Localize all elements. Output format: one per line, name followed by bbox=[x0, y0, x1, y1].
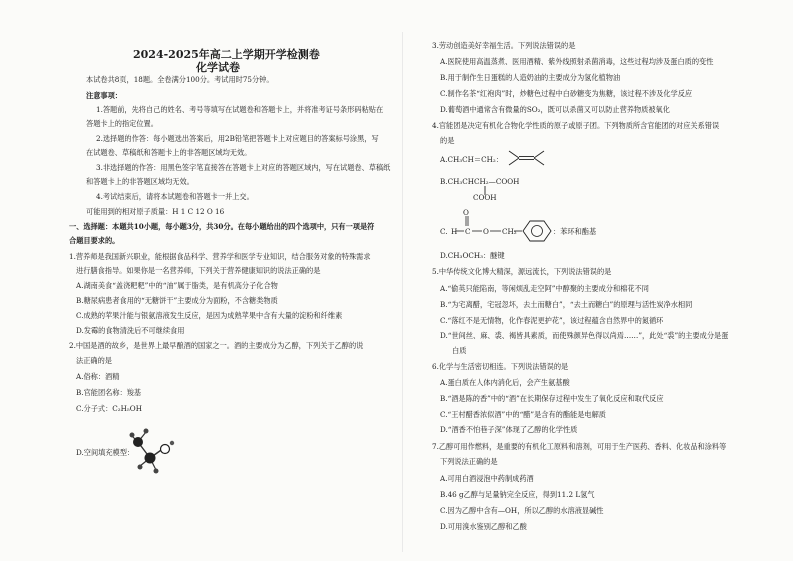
q1-option-b: B.糖尿病患者食用的“无糖饼干”主要成分为面粉，不含糖类物质 bbox=[76, 296, 278, 305]
q6-option-d: D.“酒香不怕巷子深”体现了乙醇的化学性质 bbox=[440, 425, 578, 434]
q4-c-ether-o: O bbox=[483, 227, 489, 236]
alkene-double-bond-structure bbox=[507, 148, 547, 168]
q4-option-c-tail: ：苯环和酯基 bbox=[553, 227, 597, 236]
q3-option-c: C.制作名茶“红袍肉”时，炒糖色过程中白砂糖变为焦糖，该过程不涉及化学反应 bbox=[440, 89, 693, 98]
exam-meta: 本试卷共8页，18题。全卷满分100分。考试用时75分钟。 bbox=[86, 75, 274, 84]
note-3b: 和答题卡上的非答题区域均无效。 bbox=[86, 177, 194, 186]
q5-stem: 5.中华传统文化博大精深，源远流长，下列说法错误的是 bbox=[432, 267, 612, 276]
q1-option-c: C.成熟的苹果汁能与银氨溶液发生反应，是因为成熟苹果中含有大量的淀粉和纤维素 bbox=[76, 311, 343, 320]
q4-option-b-branch: COOH bbox=[473, 193, 497, 202]
q2-option-d: D.空间填充模型： bbox=[76, 448, 135, 457]
q5-option-a: A.“偷英只能陷南，等闲烦乱走空阿”中醇聚的主要成分和棉花不同 bbox=[440, 284, 649, 293]
q2-stem-1: 2.中国是酒的故乡，是世界上最早酿酒的国家之一。酒的主要成分为乙醇，下列关于乙醇的说 bbox=[69, 341, 364, 350]
note-1a: 1.答题前，先将自己的姓名、考号等填写在试题卷和答题卡上，并将准考证号条形码粘贴在 bbox=[96, 105, 384, 114]
q4-option-a: A.CH₃CH＝CH₂： bbox=[440, 155, 503, 164]
q4-stem-2: 的是 bbox=[440, 136, 455, 145]
q3-stem: 3.劳动创造美好幸福生活。下列说法错误的是 bbox=[432, 41, 576, 50]
q2-option-c: C.分子式：C₂H₅OH bbox=[76, 404, 142, 413]
notes-heading: 注意事项： bbox=[86, 91, 122, 100]
atomic-masses: 可能用到的相对原子质量：H 1 C 12 O 16 bbox=[86, 207, 225, 216]
carbonyl-double-bond bbox=[464, 216, 470, 226]
q4-stem-1: 4.官能团是决定有机化合物化学性质的原子或原子团。下列物质所含官能团的对应关系错误 bbox=[432, 121, 720, 130]
q7-stem-2: 下列说法正确的是 bbox=[440, 457, 498, 466]
q6-option-c: C.“王村醋香浓似酒”中的“醋”是含有的酯能是电解质 bbox=[440, 410, 606, 419]
ethanol-space-filling-model bbox=[128, 428, 178, 474]
q3-option-d: D.葡萄酒中通常含有微量的SO₂，既可以杀菌又可以防止营养物质被氧化 bbox=[440, 105, 670, 114]
q7-option-c: C.因为乙醇中含有—OH，所以乙醇的水溶液显碱性 bbox=[440, 506, 604, 515]
q4-c-h: H bbox=[451, 227, 458, 236]
q5-option-d-1: D.“世间丝、麻、裘、褐皆具素质，而使殊颜异色得以尚焉……”，此处“裘”的主要成分是蛋 bbox=[440, 331, 729, 340]
q6-stem: 6.化学与生活密切相连。下列说法错误的是 bbox=[432, 362, 569, 371]
q7-option-a: A.可用白酒浸泡中药制成药酒 bbox=[440, 474, 534, 483]
q4-option-d: D.CH₃OCH₃：醚键 bbox=[440, 251, 505, 260]
q4-c-carbon: C bbox=[465, 227, 471, 236]
q4-option-b: B.CH₃CHCH₂—COOH bbox=[440, 177, 520, 186]
section1-line1: 一、选择题：本题共10小题，每小题3分，共30分。在每小题给出的四个选项中，只有一项是符 bbox=[69, 222, 375, 231]
q7-stem-1: 7.乙醇可用作燃料，是重要的有机化工原料和溶剂，可用于生产医药、香料、化妆品和涂料等 bbox=[432, 442, 727, 451]
exam-title: 2024-2025年高二上学期开学检测卷 bbox=[133, 48, 320, 61]
q4-c-carbonyl-o: O bbox=[463, 208, 469, 217]
exam-subtitle: 化学试卷 bbox=[196, 61, 240, 74]
q7-option-b: B.46 g乙醇与足量钠完全反应，得到11.2 L氢气 bbox=[440, 490, 595, 499]
q6-option-a: A.蛋白质在人体内消化后，会产生氨基酸 bbox=[440, 378, 570, 387]
note-4: 4.考试结束后，请将本试题卷和答题卡一并上交。 bbox=[96, 192, 254, 201]
q3-option-a: A.医院使用高温蒸煮、医用酒精、紫外线照射杀菌消毒，这些过程均涉及蛋白质的变性 bbox=[440, 57, 714, 66]
note-2a: 2.选择题的作答：每小题选出答案后，用2B铅笔把答题卡上对应题目的答案标号涂黑，写 bbox=[96, 134, 379, 143]
q2-option-b: B.官能团名称：羧基 bbox=[76, 388, 142, 397]
q1-option-a: A.湖南美食“盖浇粑粑”中的“油”属于脂类，是有机高分子化合物 bbox=[76, 281, 278, 290]
section1-line2: 合题目要求的。 bbox=[69, 236, 120, 245]
q5-option-d-2: 白质 bbox=[452, 346, 467, 355]
q2-stem-2: 法正确的是 bbox=[76, 356, 112, 365]
q1-option-d: D.发霉的食物清洗后不可继续食用 bbox=[76, 326, 185, 335]
q1-stem-2: 进行膳食指导。如果你是一名营养师，下列关于营养健康知识的说法正确的是 bbox=[76, 266, 321, 275]
benzene-ring-icon bbox=[522, 220, 552, 242]
column-divider bbox=[402, 32, 403, 552]
q7-option-d: D.可用溴水鉴别乙醇和乙酸 bbox=[440, 522, 527, 531]
q4-c-ch2: CH₂ bbox=[502, 227, 517, 236]
q5-option-b: B.“为宅离醋，宅冠忽坏，去土而糖白”，“去土而糖白”的原理与活性炭净水相同 bbox=[440, 300, 693, 309]
note-1b: 答题卡上的指定位置。 bbox=[86, 119, 158, 128]
q4-option-c-label: C. bbox=[440, 227, 448, 236]
q1-stem-1: 1.营养师是我国新兴职业，能根据食品科学、营养学和医学专业知识，结合服务对象的特殊需求 bbox=[69, 252, 371, 261]
note-2b: 在试题卷、草稿纸和答题卡上的非答题区域均无效。 bbox=[86, 148, 252, 157]
q2-option-a: A.俗称：酒精 bbox=[76, 372, 120, 381]
q3-option-b: B.用于制作生日蛋糕的人造奶油的主要成分为氢化植物油 bbox=[440, 73, 621, 82]
q6-option-b: B.“酒是陈的香”中的“酒”在长期保存过程中发生了氧化反应和取代反应 bbox=[440, 394, 664, 403]
note-3a: 3.非选择题的作答：用黑色签字笔直接答在答题卡上对应的答题区域内，写在试题卷、草稿纸 bbox=[96, 163, 391, 172]
q5-option-c: C.“落红不是无情物，化作春泥更护花”，该过程蕴含自然界中的氮循环 bbox=[440, 316, 664, 325]
